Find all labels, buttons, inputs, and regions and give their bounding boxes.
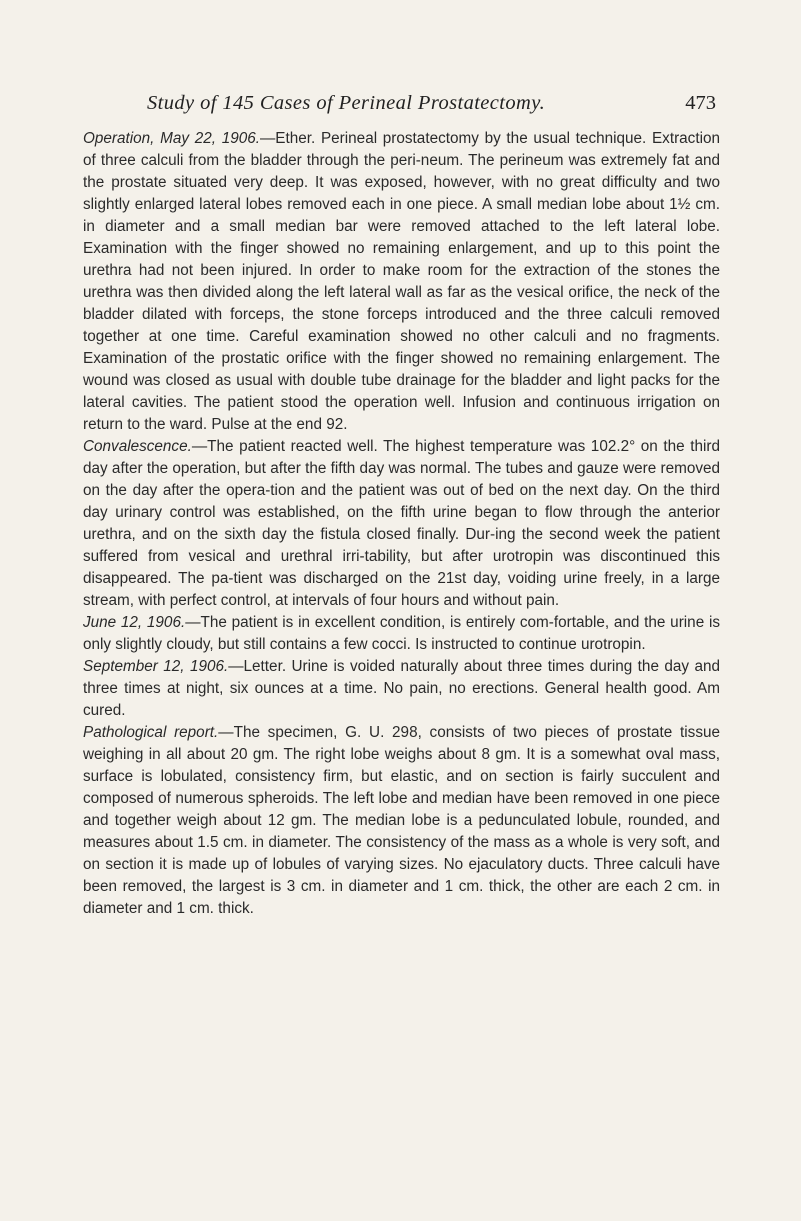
paragraph-lead: Pathological report. — [83, 724, 219, 741]
paragraph-text: —Ether. Perineal prostatectomy by the usual technique. Extraction of three calculi from the bladder through the peri-neum. The perineum was extremely fat and the prostate situated very deep. It was exposed, however, with no great difficulty and two slightly enlarged lateral lobes removed each in one piece. A small median lobe about 1½ cm. in diameter and a small median bar were removed attached to the left lateral lobe. Examination with the finger showed no remaining enlargement, and up to this point the urethra had not been injured. In order to make room for the extraction of the stones the urethra was then divided along the left lateral wall as far as the vesical orifice, the neck of the bladder dilated with forceps, the stone forceps introduced and the three calculi removed together at one time. Careful examination showed no other calculi and no fragments. Examination of the prostatic orifice with the finger showed no remaining enlargement. The wound was closed as usual with double tube drainage for the bladder and light packs for the lateral cavities. The patient stood the operation well. Infusion and continuous irrigation on return to the ward. Pulse at the end 92. — [83, 130, 720, 433]
paragraph-text: —The specimen, G. U. 298, consists of two pieces of prostate tissue weighing in all about 20 gm. The right lobe weighs about 8 gm. It is a somewhat oval mass, surface is lobulated, consistency firm, but elastic, and on section is fairly succulent and composed of numerous spheroids. The left lobe and median have been removed in one piece and together weigh about 12 gm. The median lobe is a pedunculated lobule, rounded, and measures about 1.5 cm. in diameter. The consistency of the mass as a whole is very soft, and on section it is made up of lobules of varying sizes. No ejaculatory ducts. Three calculi have been removed, the largest is 3 cm. in diameter and 1 cm. thick, the other are each 2 cm. in diameter and 1 cm. thick. — [83, 724, 720, 917]
paragraph-text: —The patient is in excellent condition, is entirely com-fortable, and the urine is only slightly cloudy, but still contains a few cocci. Is instructed to continue urotropin. — [83, 614, 720, 653]
body-text — [83, 128, 720, 920]
running-head — [83, 92, 718, 118]
paragraph-text: —Letter. Urine is voided naturally about three times during the day and three times at night, six ounces at a time. No pain, no erections. General health good. Am cured. — [83, 658, 721, 719]
paragraph-text: —The patient reacted well. The highest temperature was 102.2° on the third day after the operation, but after the fifth day was normal. The tubes and gauze were removed on the day after the opera-tion and the patient was out of bed on the next day. On the third day urinary control was established, on the fifth urine began to flow through the anterior urethra, and on the sixth day the fistula closed finally. Dur-ing the second week the patient suffered from vesical and urethral irri-tability, but after urotropin was discontinued this disappeared. The pa-tient was discharged on the 21st day, voiding urine freely, in a large stream, with perfect control, at intervals of four hours and without pain. — [83, 438, 720, 609]
page-number: 473 — [685, 92, 716, 114]
paragraph-convalescence — [83, 436, 720, 612]
paragraph-lead: September 12, 1906. — [83, 658, 229, 675]
paragraph-operation — [83, 128, 720, 436]
running-title: Study of 145 Cases of Perineal Prostatectomy. — [147, 92, 546, 114]
paragraph-september-letter — [83, 656, 720, 722]
paragraph-pathological-report — [83, 722, 720, 920]
paragraph-lead: June 12, 1906. — [83, 614, 186, 631]
paragraph-june-followup — [83, 612, 720, 656]
paragraph-lead: Operation, May 22, 1906. — [83, 130, 260, 147]
paragraph-lead: Convalescence. — [83, 438, 192, 455]
